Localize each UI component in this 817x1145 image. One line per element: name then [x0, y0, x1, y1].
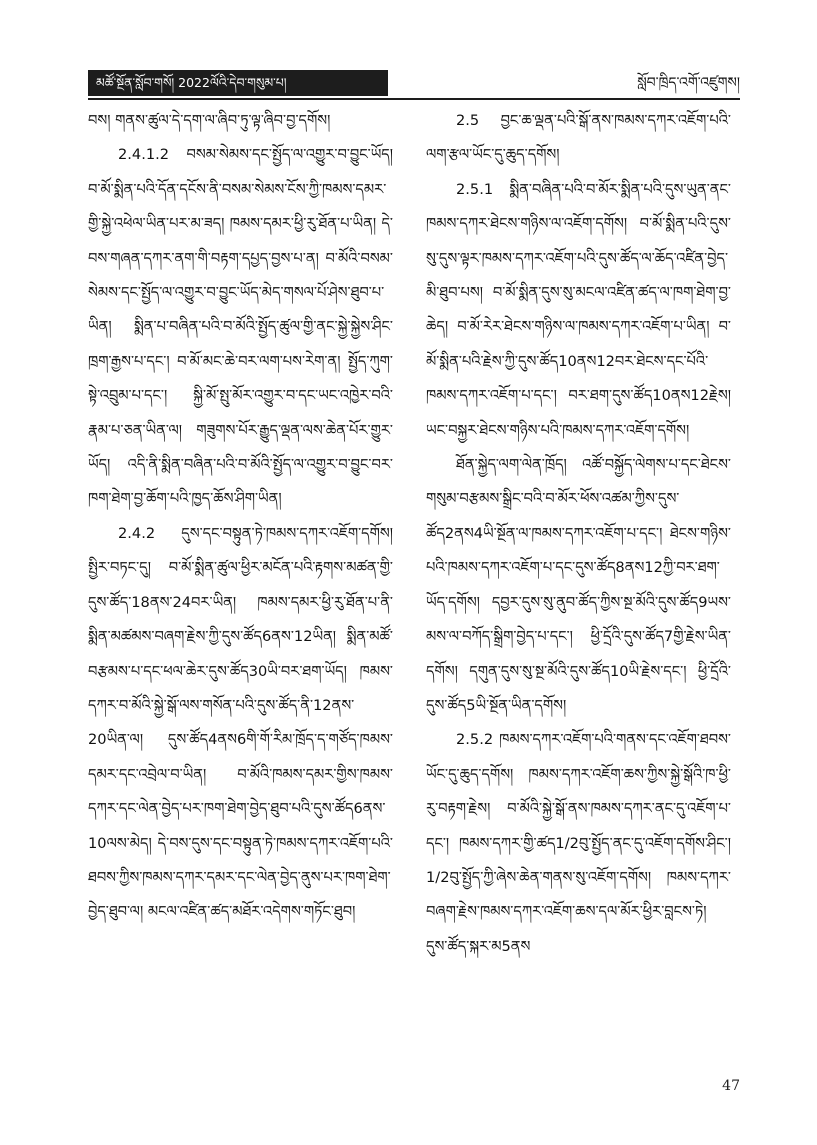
paragraph: 2.5 བྱང་ཆ་ལྡན་པའི་སྒོ་ནས་ཁམས་དཀར་འཇོག་པའི་ལག་རྩལ་ཡོང་དུ་ཆུད་དགོས། [426, 112, 731, 164]
paragraph: 2.4.1.2 བསམ་སེམས་དང་སྤྱོད་ལ་འགྱུར་བ་བྱུང་ཡོད། བ་མོ་སྨིན་པའི་དོན་དངོས་ནི་བསམ་སེམས་ངོས་ཀྱི་ཁམས་དམར་གྱི་སྐྱེ་འཕེལ་ཡིན་པར་མ་ཟད། ཁམས་དམར་ཕྱི་རུ་ཐོན་པ་ཡིན། དེ་བས་གཞན་དཀར་ནག་གི་བརྟག་དཔྱད་བྱས་པ་ན། བ་མོའི་བསམ་སེམས་དང་སྤྱོད་ལ་འགྱུར་བ་བྱུང་ཡོད་མེད་གསལ་པོ་ཤེས་ཐུབ་པ་ཡིན། སྨིན་པ་བཞིན་པའི་བ་མོའི་སྤྱོད་ཚུལ་གྱི་ནང་སྐྱེ་སྐྱེས་ཤིང་ཁྲག་རྒྱས་པ་དང་། བ་མོ་མང་ཆེ་བར་ལག་པས་རེག་ན། སྤྱོད་ཀུག་སྟེ་འབྲུམ་པ་དང་། སྐྱི་མོ་སྤུ་མོར་འགྱུར་བ་དང་ཡང་འཁྱེར་བའི་རྣམ་པ་ཅན་ཡིན་ལ། གཟུགས་པོར་རྒྱུད་ལྡན་ལས་ཆེན་པོར་གྱུར་ཡོད། འདི་ནི་སྨིན་བཞིན་པའི་བ་མོའི་སྤྱོད་ལ་འགྱུར་བ་བྱུང་བར་ཁག་ཐེག་བྱ་ཆོག་པའི་ཁྱད་ཆོས་ཤིག་ཡིན། [88, 146, 393, 508]
header-rule [88, 98, 740, 100]
journal-title: མཚོ་སྔོན་སློབ་གསོ། 2022ལོའི་དེབ་གསུམ་པ། [96, 75, 287, 90]
paragraph: 2.5.1 སྨིན་བཞིན་པའི་བ་མོར་སྨིན་པའི་དུས་ཡུན་ནང་ཁམས་དཀར་ཐེངས་གཉིས་ལ་འཇོག་དགོས། བ་མོ་སྨིན་པའི་དུས་སུ་དུས་ལྟར་ཁམས་དཀར་འཇོག་པའི་དུས་ཚོད་ལ་ཆོད་འཛིན་བྱེད་མི་ཐུབ་པས། བ་མོ་སྨིན་དུས་སུ་མངལ་འཛིན་ཚད་ལ་ཁག་ཐེག་བྱ་ཆེད། བ་མོ་རེར་ཐེངས་གཉིས་ལ་ཁམས་དཀར་འཇོག་པ་ཡིན། བ་མོ་སྨིན་པའི་རྗེས་ཀྱི་དུས་ཚོད10ནས12བར་ཐེངས་དང་པོའི་ཁམས་དཀར་འཇོག་པ་དང་། བར་ཐག་དུས་ཚོད10ནས12རྗེས། ཡང་བསྐྱར་ཐེངས་གཉིས་པའི་ཁམས་དཀར་འཇོག་དགོས། [426, 180, 731, 439]
paragraph: ཐོན་སྐྱེད་ལག་ལེན་ཁྲོད། འཚོ་བསྐྱོད་ལེགས་པ་དང་ཐེངས་གསུམ་བརྩམས་སྒྲིང་བའི་བ་མོར་ཕོས་འཚམ་ཀྱིས་དུས་ཚོད2ནས4ཡི་སྔོན་ལ་ཁམས་དཀར་འཇོག་པ་དང་། ཐེངས་གཉིས་པའི་ཁམས་དཀར་འཇོག་པ་དང་དུས་ཚོད8ནས12ཀྱི་བར་ཐག་ཡོད་དགོས། དབྱར་དུས་སུ་ནུབ་ཚོད་ཀྱིས་སྔ་མོའི་དུས་ཚོད9ཡས་མས་ལ་བཀོད་སྒྲིག་བྱེད་པ་དང་། ཕྱི་དྲོའི་དུས་ཚོད7གྱི་རྗེས་ཡིན་དགོས། དགུན་དུས་སུ་སྔ་མོའི་དུས་ཚོད10ཡི་རྗེས་དང་། ཕྱི་དྲོའི་དུས་ཚོད5ཡི་སྔོན་ཡིན་དགོས། [426, 456, 731, 714]
right-column [426, 104, 731, 1044]
paragraph: བས། གནས་ཚུལ་དེ་དག་ལ་ཞིབ་ཏུ་ལྟ་ཞིབ་བྱ་དགོས། [88, 112, 331, 129]
page-number: 47 [722, 1078, 740, 1094]
paragraph: 2.5.2 ཁམས་དཀར་འཇོག་པའི་གནས་དང་འཇོག་ཐབས་ཡོང་དུ་ཆུད་དགོས། ཁམས་དཀར་འཇོག་ཆས་ཀྱིས་སྐྱེ་སྒོའི་ཁ་ཕྱི་རུ་བརྟག་རྗེས། བ་མོའི་སྐྱེ་སྒོ་ནས་ཁམས་དཀར་ནང་དུ་འཇོག་པ་དང་། ཁམས་དཀར་གྱི་ཚད1/2བུ་སྤྱོད་ནང་དུ་འཇོག་དགོས་ཤིང་། 1/2བུ་སྤྱོད་ཀྱི་ཞེས་ཆེན་གནས་སུ་འཇོག་དགོས། ཁམས་དཀར་བཞག་རྗེས་ཁམས་དཀར་འཇོག་ཆས་དལ་མོར་ཕྱིར་བླངས་ཏེ། དུས་ཚོད་སྐར་མ5ནས [426, 731, 731, 955]
paragraph: 2.4.2 དུས་དང་བསྟུན་ཏེ་ཁམས་དཀར་འཇོག་དགོས། སྤྱིར་བཏང་དུ། བ་མོ་སྨིན་ཚུལ་ཕྱིར་མངོན་པའི་རྟགས་མཚན་གྱི་དུས་ཚོད་18ནས་24བར་ཡིན། ཁམས་དམར་ཕྱི་རུ་ཐོན་པ་ནི་སྨིན་མཚམས་བཞག་རྗེས་ཀྱི་དུས་ཚོད6ནས་12ཡིན། སྨིན་མཚོ་བརྩམས་པ་དང་ཕལ་ཆེར་དུས་ཚོད30ཡི་བར་ཐག་ཡོད། ཁམས་དཀར་བ་མོའི་སྐྱེ་སྒོ་ལས་གསོན་པའི་དུས་ཚོད་ནི་12ནས་20ཡིན་ལ། དུས་ཚོད4ནས6གི་གོ་རིམ་ཁྲོད་ད་གཙོད་ཁམས་དམར་དང་འབྲེལ་བ་ཡིན། བ་མོའི་ཁམས་དམར་གྱིས་ཁམས་དཀར་དང་ལེན་བྱེད་པར་ཁག་ཐེག་བྱེད་ཐུབ་པའི་དུས་ཚོད6ནས་10ལས་མེད། དེ་བས་དུས་དང་བསྟུན་ཏེ་ཁམས་དཀར་འཇོག་པའི་ཐབས་ཀྱིས་ཁམས་དཀར་དམར་དང་ལེན་བྱེད་ནུས་པར་ཁག་ཐེག་བྱེད་ཐུབ་ལ། མངལ་འཛིན་ཚད་མཐོར་འདེགས་གཏོང་ཐུབ། [88, 524, 393, 921]
journal-title-bar [88, 70, 388, 96]
left-column [88, 104, 393, 1044]
section-title: སློབ་ཁྲིད་འགོ་འཛུགས། [637, 75, 740, 91]
